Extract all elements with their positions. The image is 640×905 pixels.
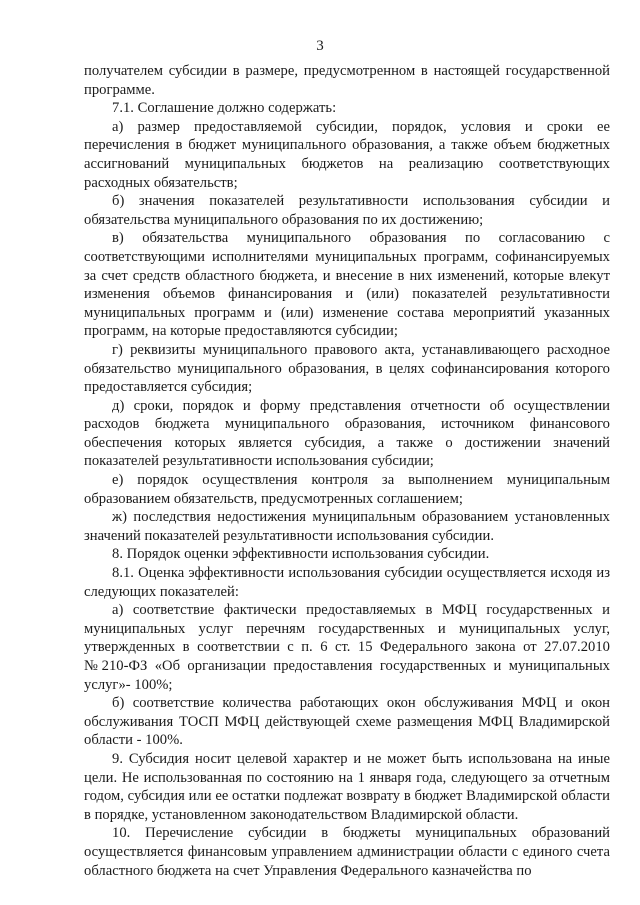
paragraph-10: 10. Перечисление субсидии в бюджеты муниципальных образований осуществляется финансовым управлением администрации области с единого счета областного бюджета на счет Управления Федерального казначейства по [84, 825, 610, 879]
paragraph-8-1-a: а) соответствие фактически предоставляемых в МФЦ государственных и муниципальных услуг перечням государственных и муниципальных услуг, утвержденных в соответствии с п. 6 ст. 15 Федерального закона от 27.07.2010 №210-ФЗ «Об организации предоставления государственных и муниципальных услуг»- 100%; [84, 602, 610, 693]
paragraph-7-1-b: б) значения показателей результативности использования субсидии и обязательства муниципального образования по их достижению; [84, 193, 610, 228]
document-body [84, 62, 610, 880]
page-number: 3 [316, 38, 324, 54]
paragraph-8-1-b: б) соответствие количества работающих окон обслуживания МФЦ и окон обслуживания ТОСП МФЦ действующей схеме размещения МФЦ Владимирской области - 100%. [84, 695, 610, 749]
paragraph-9: 9. Субсидия носит целевой характер и не может быть использована на иные цели. Не использованная по состоянию на 1 января года, следующего за отчетным годом, субсидия или ее остатки подлежат возврату в бюджет Владимирской области в порядке, установленном законодательством Владимирской области. [84, 750, 610, 823]
paragraph-8-1: 8.1. Оценка эффективности использования субсидии осуществляется исходя из следующих показателей: [84, 565, 610, 600]
paragraph-7-1-a: а) размер предоставляемой субсидии, порядок, условия и сроки ее перечисления в бюджет муниципального образования, а также объем бюджетных ассигнований муниципальных бюджетов на реализацию соответствующих расходных обязательств; [84, 118, 610, 191]
paragraph-7-1: 7.1. Соглашение должно содержать: [112, 100, 337, 117]
paragraph-7-1-d: д) сроки, порядок и форму представления отчетности об осуществлении расходов бюджета муниципального образования, источником финансового обеспечения которых является субсидия, а также о достижении значений показателей результативности использования субсидии; [84, 397, 610, 470]
paragraph-7-1-v: в) обязательства муниципального образования по согласованию с соответствующими исполнителями муниципальных программ, софинансируемых за счет средств областного бюджета, и внесение в них изменений, которые влекут изменения объемов финансирования и (или) показателей результативности муниципальных программ и (или) изменение состава мероприятий указанных программ, на которые предоставляются субсидии; [84, 230, 610, 340]
paragraph-7-1-e: е) порядок осуществления контроля за выполнением муниципальным образованием обязательств, предусмотренных соглашением; [84, 472, 610, 507]
paragraph-7-1-g: г) реквизиты муниципального правового акта, устанавливающего расходное обязательство муниципального образования, в целях софинансирования которого предоставляется субсидия; [84, 341, 610, 396]
paragraph-8: 8. Порядок оценки эффективности использования субсидии. [112, 546, 490, 563]
paragraph-7-1-zh: ж) последствия недостижения муниципальным образованием установленных значений показателей результативности использования субсидии. [84, 509, 610, 544]
paragraph-continuation: получателем субсидии в размере, предусмотренном в настоящей государственной программе. [84, 63, 610, 98]
